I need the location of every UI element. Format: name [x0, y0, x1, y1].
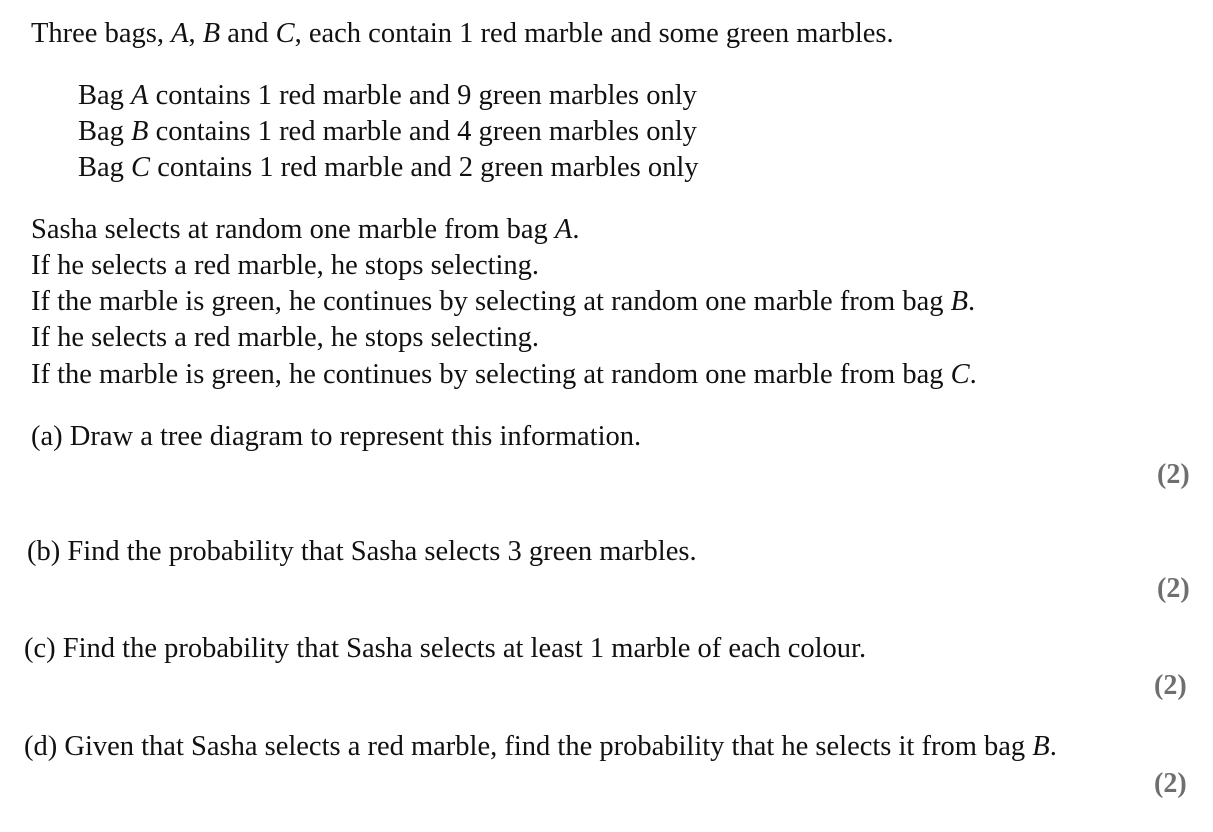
intro-text — [31, 17, 894, 51]
part-text: Given that Sasha selects a red marble, find the probability that he selects it from bag — [64, 731, 1033, 762]
intro-part: and — [220, 18, 276, 49]
bag-prefix: Bag — [78, 116, 132, 147]
bag-letter: A — [131, 80, 149, 111]
marks-part-c: (2) — [1154, 670, 1187, 701]
part-label: (b) — [27, 536, 61, 567]
process-line-5 — [31, 358, 977, 392]
bag-b-contents — [78, 115, 697, 149]
process-text: If he selects a red marble, he stops selecting. — [31, 250, 540, 281]
process-text: If he selects a red marble, he stops selecting. — [31, 322, 540, 353]
bag-prefix: Bag — [78, 80, 132, 111]
process-line-1 — [31, 213, 579, 247]
intro-part: Three bags, — [31, 18, 172, 49]
part-label: (a) — [31, 421, 63, 452]
part-text: Find the probability that Sasha selects at least 1 marble of each colour. — [62, 633, 867, 664]
process-end: . — [968, 286, 976, 317]
bag-letter-b: B — [202, 18, 221, 49]
bag-letter: C — [131, 152, 151, 183]
bag-c-contents — [78, 151, 699, 185]
intro-part: , each contain 1 red marble and some green marbles. — [294, 18, 894, 49]
bag-description: contains 1 red marble and 4 green marbles only — [148, 116, 697, 147]
process-line-2 — [31, 249, 539, 283]
marks-part-d: (2) — [1154, 768, 1187, 799]
part-text: Draw a tree diagram to represent this information. — [69, 421, 642, 452]
bag-a-contents — [78, 79, 697, 113]
process-line-4 — [31, 321, 539, 355]
question-part-a — [31, 420, 641, 454]
process-text: Sasha selects at random one marble from bag — [31, 214, 555, 245]
process-text: If the marble is green, he continues by selecting at random one marble from bag — [31, 359, 951, 390]
process-text: If the marble is green, he continues by selecting at random one marble from bag — [31, 286, 951, 317]
bag-letter-c: C — [275, 18, 295, 49]
intro-part: , — [188, 18, 203, 49]
question-part-c — [24, 632, 866, 666]
marks-part-a: (2) — [1157, 459, 1190, 490]
part-end: . — [1049, 731, 1057, 762]
bag-letter: B — [1032, 731, 1050, 762]
part-text: Find the probability that Sasha selects 3 green marbles. — [67, 536, 697, 567]
bag-letter-a: A — [171, 18, 189, 49]
process-line-3 — [31, 285, 975, 319]
bag-letter: B — [950, 286, 969, 317]
marks-part-b: (2) — [1157, 573, 1190, 604]
bag-prefix: Bag — [78, 152, 132, 183]
part-label: (d) — [24, 731, 58, 762]
part-label: (c) — [24, 633, 56, 664]
bag-letter: C — [950, 359, 970, 390]
question-part-b — [27, 535, 697, 569]
bag-letter: A — [554, 214, 573, 245]
process-end: . — [572, 214, 580, 245]
bag-description: contains 1 red marble and 2 green marbles only — [150, 152, 699, 183]
bag-letter: B — [131, 116, 149, 147]
bag-description: contains 1 red marble and 9 green marbles only — [148, 80, 697, 111]
process-end: . — [969, 359, 977, 390]
question-part-d — [24, 730, 1057, 764]
